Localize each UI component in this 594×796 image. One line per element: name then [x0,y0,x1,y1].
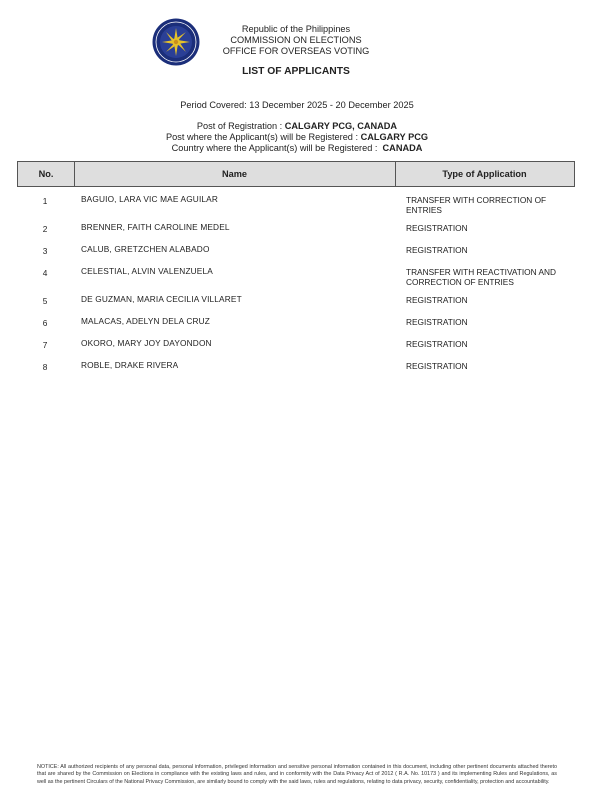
row-type: REGISTRATION [406,223,468,233]
row-name: BRENNER, FAITH CAROLINE MEDEL [81,222,230,232]
period-covered: Period Covered: 13 December 2025 - 20 December 2025 [180,100,414,110]
row-no: 8 [42,362,48,372]
country-value: CANADA [382,143,423,153]
agency-header [210,24,382,56]
row-no: 7 [42,340,48,350]
row-name: CALUB, GRETZCHEN ALABADO [81,244,210,254]
row-name: DE GUZMAN, MARIA CECILIA VILLARET [81,294,242,304]
column-header-type: Type of Application [442,169,527,179]
row-no: 3 [42,246,48,256]
row-name: ROBLE, DRAKE RIVERA [81,360,179,370]
country-label: Country where the Applicant(s) will be Registered : [171,143,378,153]
row-type: TRANSFER WITH REACTIVATION AND CORRECTION OF ENTRIES [406,267,556,288]
list-title: LIST OF APPLICANTS [242,66,350,77]
post-of-registration [0,121,594,131]
row-name: MALACAS, ADELYN DELA CRUZ [81,316,211,326]
row-type: REGISTRATION [406,361,468,371]
privacy-notice: NOTICE: All authorized recipients of any personal data, personal information, privileged information and sensitive personal information contained in this document, including other pertinent documents attached thereto that are shared by the Commission on Elections in compliance with the existing laws and rules, and in conformity with the Data Privacy Act of 2012 ( R.A. No. 10173 ) and its implementing Rules and Regulations, as well as the pertinent Circulars of the National Privacy Commission, are similarly bound to comply with the said laws, rules and regulations, relating to data privacy, security, confidentiality, protection and accountability. [37,764,557,785]
row-type: REGISTRATION [406,245,468,255]
post-value: CALGARY PCG, CANADA [284,121,398,131]
row-type: REGISTRATION [406,317,468,327]
row-type: REGISTRATION [406,339,468,349]
header-line-republic: Republic of the Philippines [241,24,351,34]
row-no: 5 [42,296,48,306]
header-line-commission: COMMISSION ON ELECTIONS [230,34,362,45]
row-no: 2 [42,224,48,234]
post-where-label: Post where the Applicant(s) will be Registered : [166,132,359,142]
row-name: OKORO, MARY JOY DAYONDON [81,338,212,348]
country-where-registered [0,143,594,153]
post-where-value: CALGARY PCG [360,132,428,142]
row-no: 6 [42,318,48,328]
row-no: 1 [42,196,48,206]
table-header [17,161,575,187]
row-name: CELESTIAL, ALVIN VALENZUELA [81,266,213,276]
comelec-seal-icon [152,18,200,66]
header-line-office: OFFICE FOR OVERSEAS VOTING [222,45,370,56]
row-name: BAGUIO, LARA VIC MAE AGUILAR [81,194,218,204]
post-where-registered [0,132,594,142]
column-header-name: Name [74,162,396,186]
row-type: REGISTRATION [406,295,468,305]
row-no: 4 [42,268,48,278]
row-type: TRANSFER WITH CORRECTION OF ENTRIES [406,195,547,216]
post-label: Post of Registration : [196,121,283,131]
column-header-no: No. [18,162,75,186]
